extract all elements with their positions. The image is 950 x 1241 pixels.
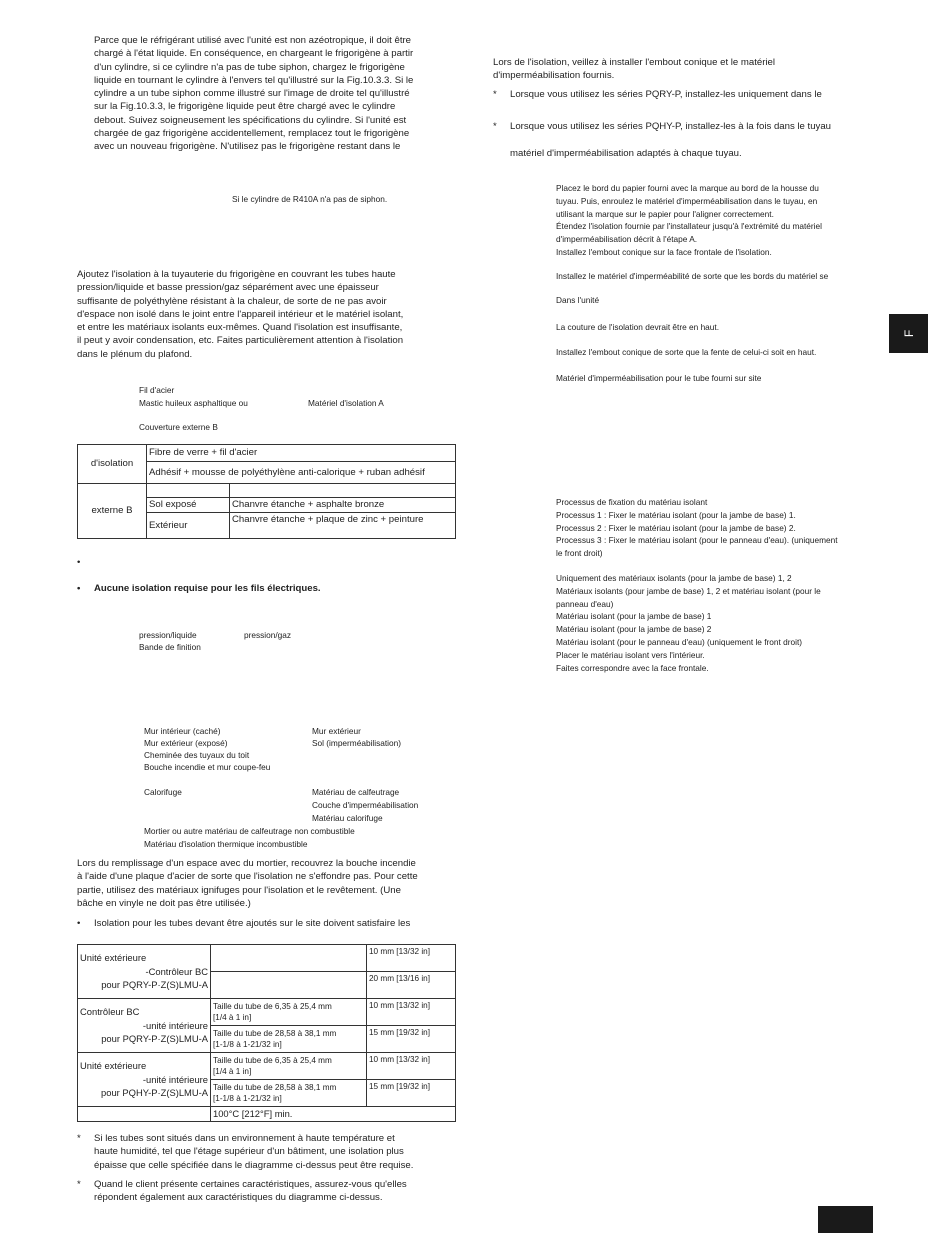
note-text [94, 1178, 407, 1205]
g2-line-1: Contrôleur BC [80, 1006, 140, 1018]
fig-caption-cylinder: Si le cylindre de R410A n'a pas de siphon. [232, 194, 388, 204]
g1-line-2: -Contrôleur BC [145, 965, 208, 977]
g3-line-1: Unité extérieure [80, 1060, 147, 1072]
label-caulk: Matériau de calfeutrage [312, 787, 400, 797]
text-line: dans le plénum du plafond. [77, 348, 193, 360]
language-tab-f: F [889, 314, 928, 353]
text-line: d'imperméabilisation décrit à l'étape A. [556, 234, 698, 245]
g2-line-2: -unité intérieure [142, 1019, 208, 1031]
note-mark: * [77, 1133, 81, 1144]
g3-line-2: -unité intérieure [142, 1073, 208, 1085]
text-line: d'imperméabilisation fournis. [493, 70, 615, 82]
bullet-mark: • [77, 583, 81, 594]
text-line: cylindre a un tube siphon comme illustré sur l'image de droite tel qu'illustré [94, 88, 410, 100]
text-line: Matériau isolant (pour le panneau d'eau) (uniquement le front droit) [556, 636, 803, 647]
note-mark: * [77, 1179, 81, 1190]
text-line: chargé à l'état liquide. En conséquence, en chargeant le frigorigène à partir [94, 48, 414, 60]
text-line: haute humidité, tel que l'étage supérieur d'un bâtiment, une isolation plus [94, 1146, 404, 1158]
text-line: Placer le matériau isolant vers l'intérieur. [556, 649, 705, 660]
text-line: sur la Fig.10.3.3, le frigorigène liquide peut être chargé avec le cylindre [94, 101, 396, 113]
row-group-3-label [78, 1053, 211, 1107]
text-line: à l'aide d'une plaque d'acier de sorte que l'isolation ne s'effondre pas. Pour cette [77, 871, 418, 883]
bullet-text: Aucune isolation requise pour les fils électriques. [94, 583, 321, 594]
label-heat-insul: Calorifuge [144, 787, 182, 797]
g2-line-3: pour PQRY-P·Z(S)LMU-A [101, 1033, 208, 1045]
cover-b-row-2-a: Extérieur [147, 513, 230, 539]
row-group-2-label [78, 999, 211, 1053]
text-line: Lors du remplissage d'un espace avec du mortier, recouvrez la bouche incendie [77, 858, 416, 869]
label-outer-wall: Mur extérieur [312, 726, 361, 736]
bullet-text: Isolation pour les tubes devant être ajoutés sur le site doivent satisfaire les [94, 918, 411, 929]
steps-list [556, 182, 822, 259]
text-line: chargée de gaz frigorigène accidentellement, remplacez tout le frigorigène [94, 128, 410, 140]
thickness-table [77, 944, 456, 1122]
temperature-row: 100°C [212°F] min. [211, 1107, 456, 1122]
insulation-a-row-2: Adhésif + mousse de polyéthylène anti-calorique + ruban adhésif [147, 462, 456, 484]
g3-size-2: Taille du tube de 28,58 à 38,1 mm [1-1/8 à 1-21/32 in] [211, 1080, 367, 1107]
left-para-3 [77, 857, 418, 910]
text-line: d'un cylindre, si ce cylindre n'a pas de tube siphon, chargez le frigorigène [94, 61, 405, 73]
text-line: Uniquement des matériaux isolants (pour la jambe de base) 1, 2 [556, 573, 792, 583]
left-para-2 [77, 268, 403, 361]
label-fire-hole: Bouche incendie et mur coupe-feu [144, 762, 271, 772]
text-line: partie, utilisez des matériaux ignifuges pour l'isolation et le revêtement. (Une [77, 884, 401, 896]
text-line: Processus 3 : Fixer le matériau isolant (pour le panneau d'eau). (uniquement [556, 535, 838, 546]
text-line: Ajoutez l'isolation à la tuyauterie du frigorigène en couvrant les tubes haute [77, 269, 396, 280]
text-line: Lors de l'isolation, veillez à installer l'embout conique et le matériel [493, 57, 776, 68]
text-line: bâche en vinyle ne doit pas être utilisée.) [77, 897, 251, 909]
text-line: le front droit) [556, 548, 603, 559]
star-note-pqry [493, 88, 822, 101]
process-list [556, 496, 838, 560]
bullet-mark: • [77, 918, 81, 929]
left-para-1 [94, 34, 413, 154]
bullet-empty: • [77, 557, 81, 568]
text-line: Quand le client présente certaines caractéristiques, assurez-vous qu'elles [94, 1179, 407, 1190]
text-line: Processus 1 : Fixer le matériau isolant (pour la jambe de base) 1. [556, 509, 796, 520]
note-b: Dans l'unité [556, 295, 600, 305]
label-inner-wall: Mur intérieur (caché) [144, 726, 221, 736]
insulation-a-row-1: Fibre de verre + fil d'acier [147, 445, 456, 462]
text-line: et entre les matériaux isolants eux-mêmes. Quand l'isolation est insuffisante, [77, 322, 403, 334]
text-line: panneau d'eau) [556, 598, 614, 609]
label-floor: Sol (imperméabilisation) [312, 738, 401, 748]
text-line: suffisante de polyéthylène résistant à la chaleur, de sorte de ne pas avoir [77, 295, 387, 307]
label-incombustible: Matériau d'isolation thermique incombustible [144, 839, 308, 849]
g1-line-1: Unité extérieure [80, 952, 147, 964]
note-text [94, 1132, 413, 1172]
note-e: Matériel d'imperméabilisation pour le tube fourni sur site [556, 373, 762, 383]
text-line: Matériau isolant (pour la jambe de base) 1 [556, 611, 712, 622]
label-liquid: pression/liquide [139, 630, 197, 640]
label-waterproof: Couche d'imperméabilisation [312, 800, 419, 810]
label-mortar: Mortier ou autre matériau de calfeutrage non combustible [144, 826, 355, 836]
label-outer-wall-exposed: Mur extérieur (exposé) [144, 738, 228, 748]
label-tape: Bande de finition [139, 642, 201, 652]
text-line: Parce que le réfrigérant utilisé avec l'unité est non azéotropique, il doit être [94, 35, 412, 46]
cover-b-row-1-b: Chanvre étanche + asphalte bronze [230, 498, 456, 513]
g3-value-1: 10 mm [13/32 in] [367, 1053, 456, 1080]
g2-size-1: Taille du tube de 6,35 à 25,4 mm [1/4 à 1 in] [211, 999, 367, 1026]
star-mark: * [493, 89, 497, 100]
text-line: Si les tubes sont situés dans un environnement à haute température et [94, 1133, 395, 1144]
insulation-table [77, 444, 456, 539]
text-line: d'espace non isolé dans le joint entre l'appareil intérieur et le matériel isolant, [77, 308, 404, 320]
text-line: debout. Suivez soigneusement les spécifications du cylindre. Si l'unité est [94, 114, 407, 126]
right-intro [493, 56, 775, 83]
bullet-no-insulation-wires [77, 582, 321, 595]
cover-b-row-1-a: Sol exposé [147, 498, 230, 513]
g1-value-2: 20 mm [13/16 in] [367, 972, 456, 999]
g2-value-2: 15 mm [19/32 in] [367, 1026, 456, 1053]
cover-b-label: externe B [78, 484, 147, 539]
note-client-specs [77, 1178, 407, 1205]
text-line: Étendez l'isolation fournie par l'installateur jusqu'à l'extrémité du matériel [556, 221, 822, 232]
text-line: Matériau isolant (pour la jambe de base) 2 [556, 624, 712, 635]
note-a: Installez le matériel d'imperméabilité de sorte que les bords du matériel se [556, 271, 829, 281]
star-text: Lorsque vous utilisez les séries PQRY-P, installez-les uniquement dans le [510, 89, 822, 100]
text-line: Processus de fixation du matériau isolant [556, 497, 708, 507]
text-line: liquide en tournant le cylindre à l'envers tel qu'illustré sur la Fig.10.3.3. Si le [94, 74, 414, 86]
label-chimney: Cheminée des tuyaux du toit [144, 750, 250, 760]
text-line: tuyau. Puis, enroulez le matériel d'imperméabilisation dans le tuyau, en [556, 195, 818, 206]
g1-line-3: pour PQRY-P·Z(S)LMU-A [101, 979, 208, 991]
g2-value-1: 10 mm [13/32 in] [367, 999, 456, 1026]
star-text: Lorsque vous utilisez les séries PQHY-P, installez-les à la fois dans le tuyau [510, 121, 832, 132]
row-group-1-label [78, 945, 211, 999]
g3-value-2: 15 mm [19/32 in] [367, 1080, 456, 1107]
bullet-site-insulation [77, 917, 410, 930]
page-number-block [818, 1206, 873, 1233]
g1-value-1: 10 mm [13/32 in] [367, 945, 456, 972]
legend-list [556, 572, 821, 674]
note-c: La couture de l'isolation devrait être en haut. [556, 322, 720, 332]
label-mastic: Mastic huileux asphaltique ou [139, 398, 248, 408]
star-note-pqhy [493, 120, 831, 133]
text-line: Processus 2 : Fixer le matériau isolant (pour la jambe de base) 2. [556, 522, 796, 533]
g3-size-1: Taille du tube de 6,35 à 25,4 mm [1/4 à 1 in] [211, 1053, 367, 1080]
note-high-humidity [77, 1132, 413, 1172]
text-line: Installez l'embout conique sur la face frontale de l'isolation. [556, 246, 772, 257]
star-note-pqhy-cont: matériel d'imperméabilisation adaptés à chaque tuyau. [510, 148, 742, 159]
text-line: Placez le bord du papier fourni avec la marque au bord de la housse du [556, 183, 819, 193]
label-insulation-a: Matériel d'isolation A [308, 398, 384, 408]
star-mark: * [493, 121, 497, 132]
text-line: Matériaux isolants (pour jambe de base) 1, 2 et matériau isolant (pour le [556, 585, 821, 596]
label-steel-wire: Fil d'acier [139, 385, 175, 395]
cover-b-row-2-b: Chanvre étanche + plaque de zinc + peinture [230, 513, 456, 539]
text-line: épaisse que celle spécifiée dans le diagramme ci-dessus peut être requise. [94, 1159, 414, 1171]
text-line: répondent également aux caractéristiques du diagramme ci-dessus. [94, 1192, 383, 1204]
note-d: Installez l'embout conique de sorte que la fente de celui-ci soit en haut. [556, 347, 817, 357]
text-line: Faites correspondre avec la face frontale. [556, 662, 709, 673]
text-line: avec un nouveau frigorigène. N'utilisez pas le frigorigène restant dans le [94, 141, 401, 153]
label-heat-material: Matériau calorifuge [312, 813, 383, 823]
text-line: utilisant la marque sur le papier pour l'aligner correctement. [556, 208, 774, 219]
g3-line-3: pour PQHY-P·Z(S)LMU-A [101, 1087, 208, 1099]
g2-size-2: Taille du tube de 28,58 à 38,1 mm [1-1/8 à 1-21/32 in] [211, 1026, 367, 1053]
label-cover-b: Couverture externe B [139, 422, 218, 432]
text-line: pression/liquide et basse pression/gaz séparément avec une épaisseur [77, 282, 379, 294]
label-gas: pression/gaz [244, 630, 292, 640]
insulation-a-label: d'isolation [78, 445, 147, 484]
text-line: il peut y avoir condensation, etc. Faites particulièrement attention à l'isolation [77, 335, 404, 347]
